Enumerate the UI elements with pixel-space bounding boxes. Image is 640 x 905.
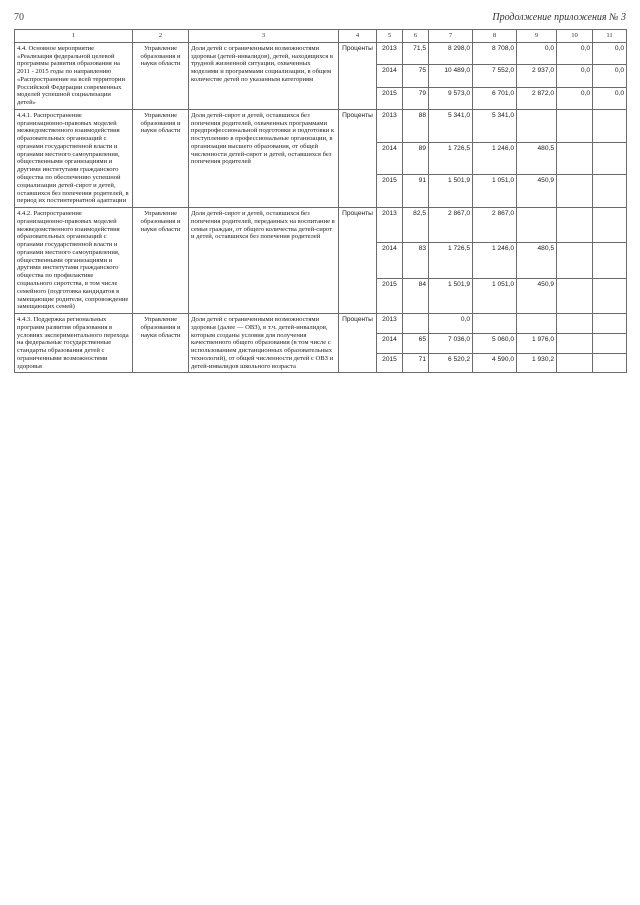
year-cell: 2013 — [377, 208, 403, 243]
value-cell-9 — [517, 208, 557, 243]
value-cell-7: 7 036,0 — [429, 333, 473, 353]
value-cell-7: 8 298,0 — [429, 42, 473, 64]
indicator-name: Доля детей с ограниченными возможностями здоровья (детей-инвалидов), детей, находящихся в трудной жизненной ситуации, охваченных моделями и программами социализации, в общем количестве детей по указанным категориям — [189, 42, 339, 109]
year-cell: 2015 — [377, 175, 403, 208]
activity-name: 4.4.2. Распространение организационно-правовых моделей межведомственного взаимодействия образовательных организаций с органами государственной власти и органами местного самоуправления, общественными организациями и другими институтами гражданского общества по профилактике социального сиротства, в том числе семейного (подготовка кандидатов в замещающие родители, сопровождение замещающих семей) — [15, 208, 133, 314]
value-cell-6: 83 — [403, 243, 429, 278]
value-cell-10 — [557, 142, 593, 175]
value-cell-8: 6 701,0 — [473, 87, 517, 109]
year-cell: 2015 — [377, 353, 403, 373]
value-cell-11 — [593, 314, 627, 334]
value-cell-11 — [593, 109, 627, 142]
column-number-7: 7 — [429, 30, 473, 43]
value-cell-9 — [517, 109, 557, 142]
value-cell-10: 0,0 — [557, 42, 593, 64]
value-cell-11: 0,0 — [593, 42, 627, 64]
value-cell-8 — [473, 314, 517, 334]
value-cell-6: 89 — [403, 142, 429, 175]
value-cell-8: 8 708,0 — [473, 42, 517, 64]
value-cell-9: 2 872,0 — [517, 87, 557, 109]
value-cell-7: 2 867,0 — [429, 208, 473, 243]
value-cell-10 — [557, 353, 593, 373]
indicator-name: Доля детей-сирот и детей, оставшихся без попечения родителей, охваченных программами предпрофессиональной подготовки и подготовки к поступлению в профессиональные организации, в организации высшего образования, от общей численности детей-сирот и детей, оставшихся без попечения родителей — [189, 109, 339, 207]
value-cell-6: 79 — [403, 87, 429, 109]
activity-name: 4.4.3. Поддержка региональных программ развития образования в условиях экспериментального перехода на федеральные государственные стандарты образования детей с ограниченными возможностями здоровья — [15, 314, 133, 373]
indicator-name: Доля детей-сирот и детей, оставшихся без попечения родителей, переданных на воспитание в семьи граждан, от общего количества детей-сирот и детей, оставшихся без попечения родителей — [189, 208, 339, 314]
value-cell-9: 0,0 — [517, 42, 557, 64]
value-cell-7: 0,0 — [429, 314, 473, 334]
indicator-unit: Проценты — [339, 208, 377, 314]
year-cell: 2013 — [377, 109, 403, 142]
value-cell-9: 480,5 — [517, 243, 557, 278]
value-cell-6: 71,5 — [403, 42, 429, 64]
year-cell: 2015 — [377, 278, 403, 313]
column-number-6: 6 — [403, 30, 429, 43]
value-cell-7: 1 726,5 — [429, 243, 473, 278]
year-cell: 2015 — [377, 87, 403, 109]
table-row — [15, 109, 627, 142]
indicator-name: Доля детей с ограниченными возможностями здоровья (далее — ОВЗ), в т.ч. детей-инвалидов, которым созданы условия для получения качественного общего образования (в том числе с использованием дистанционных образовательных технологий), от общей численности детей с ОВЗ и детей-инвалидов школьного возраста — [189, 314, 339, 373]
value-cell-7: 6 520,2 — [429, 353, 473, 373]
column-number-1: 1 — [15, 30, 133, 43]
program-table — [14, 29, 627, 373]
value-cell-8: 5 341,0 — [473, 109, 517, 142]
column-number-5: 5 — [377, 30, 403, 43]
value-cell-11 — [593, 333, 627, 353]
year-cell: 2013 — [377, 42, 403, 64]
indicator-unit: Проценты — [339, 314, 377, 373]
value-cell-8: 1 051,0 — [473, 175, 517, 208]
value-cell-6 — [403, 314, 429, 334]
value-cell-8: 1 246,0 — [473, 142, 517, 175]
activity-name: 4.4.1. Распространение организационно-правовых моделей межведомственного взаимодействия образовательных организаций с органами государственной власти и органами местного самоуправления, общественными организациями и другими институтами гражданского общества по обеспечению успешной социализации детей-сирот и детей, оставшихся без попечения родителей, в период их постинтернатной адаптации — [15, 109, 133, 207]
indicator-unit: Проценты — [339, 42, 377, 109]
executor: Управление образования и науки области — [133, 42, 189, 109]
value-cell-9: 450,9 — [517, 278, 557, 313]
value-cell-11: 0,0 — [593, 65, 627, 87]
executor: Управление образования и науки области — [133, 109, 189, 207]
value-cell-9: 450,9 — [517, 175, 557, 208]
value-cell-7: 5 341,0 — [429, 109, 473, 142]
value-cell-8: 4 590,0 — [473, 353, 517, 373]
value-cell-8: 2 867,0 — [473, 208, 517, 243]
column-number-3: 3 — [189, 30, 339, 43]
column-number-9: 9 — [517, 30, 557, 43]
value-cell-11 — [593, 243, 627, 278]
value-cell-8: 1 051,0 — [473, 278, 517, 313]
value-cell-10 — [557, 109, 593, 142]
page-number: 70 — [14, 12, 24, 23]
year-cell: 2014 — [377, 142, 403, 175]
value-cell-6: 88 — [403, 109, 429, 142]
value-cell-10 — [557, 208, 593, 243]
value-cell-6: 75 — [403, 65, 429, 87]
value-cell-8: 5 060,0 — [473, 333, 517, 353]
value-cell-10: 0,0 — [557, 65, 593, 87]
value-cell-11: 0,0 — [593, 87, 627, 109]
executor: Управление образования и науки области — [133, 314, 189, 373]
column-number-10: 10 — [557, 30, 593, 43]
value-cell-8: 7 552,0 — [473, 65, 517, 87]
value-cell-9: 2 937,0 — [517, 65, 557, 87]
value-cell-7: 1 726,5 — [429, 142, 473, 175]
value-cell-7: 9 573,0 — [429, 87, 473, 109]
value-cell-10 — [557, 314, 593, 334]
executor: Управление образования и науки области — [133, 208, 189, 314]
column-number-row — [15, 30, 627, 43]
value-cell-9: 480,5 — [517, 142, 557, 175]
page-header — [14, 12, 626, 23]
year-cell: 2014 — [377, 243, 403, 278]
value-cell-6: 71 — [403, 353, 429, 373]
value-cell-7: 1 501,9 — [429, 175, 473, 208]
value-cell-11 — [593, 278, 627, 313]
year-cell: 2014 — [377, 333, 403, 353]
column-number-11: 11 — [593, 30, 627, 43]
value-cell-6: 91 — [403, 175, 429, 208]
activity-name: 4.4. Основное мероприятие «Реализация федеральной целевой программы развития образования на 2011 - 2015 годы по направлению «Распространение на всей территории Российской Федерации современных моделей успешной социализации детей» — [15, 42, 133, 109]
value-cell-11 — [593, 175, 627, 208]
value-cell-6: 82,5 — [403, 208, 429, 243]
annex-label: Продолжение приложения № 3 — [492, 12, 626, 23]
column-number-2: 2 — [133, 30, 189, 43]
value-cell-11 — [593, 208, 627, 243]
table-row — [15, 42, 627, 64]
year-cell: 2014 — [377, 65, 403, 87]
table-row — [15, 208, 627, 243]
value-cell-10 — [557, 243, 593, 278]
value-cell-9 — [517, 314, 557, 334]
value-cell-7: 10 489,0 — [429, 65, 473, 87]
column-number-4: 4 — [339, 30, 377, 43]
value-cell-10 — [557, 333, 593, 353]
column-number-8: 8 — [473, 30, 517, 43]
indicator-unit: Проценты — [339, 109, 377, 207]
value-cell-9: 1 976,0 — [517, 333, 557, 353]
value-cell-9: 1 930,2 — [517, 353, 557, 373]
value-cell-7: 1 501,9 — [429, 278, 473, 313]
year-cell: 2013 — [377, 314, 403, 334]
value-cell-11 — [593, 142, 627, 175]
value-cell-10: 0,0 — [557, 87, 593, 109]
value-cell-8: 1 246,0 — [473, 243, 517, 278]
value-cell-10 — [557, 175, 593, 208]
value-cell-11 — [593, 353, 627, 373]
table-row — [15, 314, 627, 334]
value-cell-6: 65 — [403, 333, 429, 353]
value-cell-10 — [557, 278, 593, 313]
value-cell-6: 84 — [403, 278, 429, 313]
